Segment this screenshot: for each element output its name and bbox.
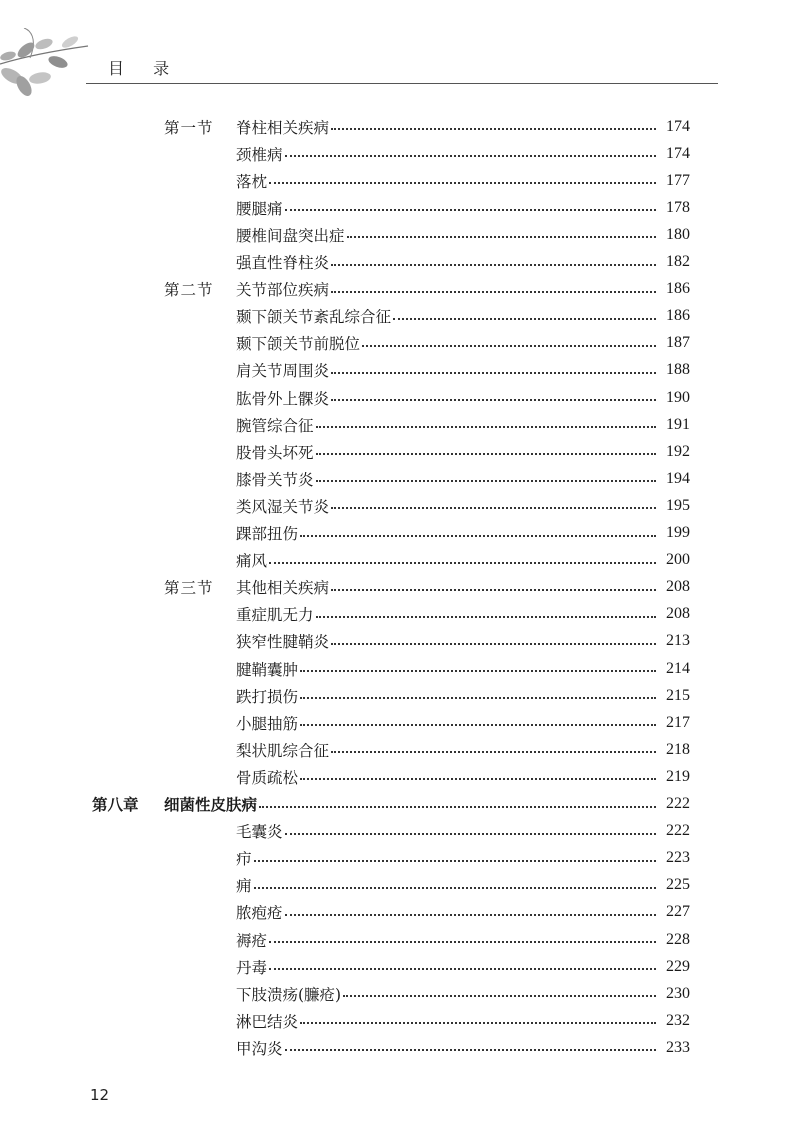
toc-item-row[interactable] xyxy=(236,872,690,899)
toc-page-number: 174 xyxy=(666,144,690,162)
toc-entry-title: 细菌性皮肤病 xyxy=(164,795,258,814)
toc-entry-title: 膝骨关节炎 xyxy=(236,470,314,489)
toc-entry-title: 强直性脊柱炎 xyxy=(236,254,330,272)
dot-leader xyxy=(316,479,656,482)
toc-entry-title: 褥疮 xyxy=(236,931,268,950)
header-title: 目 录 xyxy=(108,59,182,78)
dot-leader xyxy=(259,805,656,808)
toc-entry-title: 重症肌无力 xyxy=(236,606,314,625)
dot-leader xyxy=(269,181,656,184)
toc-entry-title: 毛囊炎 xyxy=(236,823,283,842)
toc-page-number: 217 xyxy=(666,713,690,731)
toc-item-row[interactable] xyxy=(236,249,690,276)
toc-item-row[interactable] xyxy=(236,601,690,628)
toc-entry-title: 颈椎病 xyxy=(236,145,283,164)
toc-page-number: 215 xyxy=(666,686,690,704)
toc-entry-title: 丹毒 xyxy=(236,958,268,977)
dot-leader xyxy=(285,208,656,211)
toc-entry-title: 腰腿痛 xyxy=(236,199,283,218)
toc-item-row[interactable] xyxy=(236,384,690,411)
toc-page-number: 186 xyxy=(666,280,690,298)
toc-item-row[interactable] xyxy=(236,682,690,709)
toc-entry-title: 落枕 xyxy=(236,172,268,191)
toc-item-row[interactable] xyxy=(236,520,690,547)
toc-entry-title: 骨质疏松 xyxy=(236,768,299,787)
toc-page-number: 178 xyxy=(666,198,690,216)
toc-page-number: 188 xyxy=(666,361,690,379)
toc-entry-title: 踝部扭伤 xyxy=(236,525,299,543)
dot-leader xyxy=(300,1021,656,1024)
toc-item-row[interactable] xyxy=(236,818,690,845)
toc-entry-title: 其他相关疾病 xyxy=(236,579,330,598)
toc-entry-title: 梨状肌综合征 xyxy=(236,741,330,760)
toc-page-number: 214 xyxy=(666,659,690,677)
toc-item-row[interactable] xyxy=(236,411,690,438)
toc-entry-title: 小腿抽筋 xyxy=(236,714,299,733)
dot-leader xyxy=(254,859,656,862)
toc-item-row[interactable] xyxy=(236,655,690,682)
dot-leader xyxy=(316,425,656,428)
toc-section-number: 第三节 xyxy=(164,579,214,598)
toc-page-number: 223 xyxy=(666,849,690,867)
dot-leader xyxy=(316,615,656,618)
dot-leader xyxy=(331,750,656,753)
toc-page-number: 177 xyxy=(666,171,690,189)
dot-leader xyxy=(331,398,656,401)
toc-page-number: 192 xyxy=(666,442,690,460)
toc-page-number: 190 xyxy=(666,388,690,406)
toc-item-row[interactable] xyxy=(236,763,690,790)
dot-leader xyxy=(300,723,656,726)
dot-leader xyxy=(331,506,656,509)
toc-entry-title: 脓疱疮 xyxy=(236,904,283,923)
dot-leader xyxy=(285,913,656,916)
toc-page-number: 182 xyxy=(666,253,690,270)
toc-page-number: 228 xyxy=(666,930,690,948)
dot-leader xyxy=(331,263,656,266)
toc-entry-title: 痈 xyxy=(236,877,252,896)
toc-item-row[interactable] xyxy=(236,221,690,248)
toc-entry-title: 疖 xyxy=(236,850,252,869)
dot-leader xyxy=(331,290,656,293)
toc-item-row[interactable] xyxy=(236,492,690,519)
toc-entry-title: 腱鞘囊肿 xyxy=(236,660,299,679)
dot-leader xyxy=(393,317,656,320)
dot-leader xyxy=(254,886,656,889)
toc-page-number: 180 xyxy=(666,225,690,243)
dot-leader xyxy=(300,534,656,537)
toc-entry-title: 跌打损伤 xyxy=(236,687,299,706)
toc-item-row[interactable] xyxy=(236,1007,690,1034)
toc-page-number: 229 xyxy=(666,957,690,975)
dot-leader xyxy=(316,452,656,455)
toc-page-number: 233 xyxy=(666,1038,690,1056)
toc-page-number: 219 xyxy=(666,767,690,785)
dot-leader xyxy=(285,1048,656,1051)
toc-page-number: 232 xyxy=(666,1011,690,1029)
toc-item-row[interactable] xyxy=(236,140,690,167)
toc-page-number: 208 xyxy=(666,605,690,623)
toc-item-row[interactable] xyxy=(236,845,690,872)
toc-entry-title: 狭窄性腱鞘炎 xyxy=(236,633,330,652)
toc-entry-title: 类风湿关节炎 xyxy=(236,497,330,516)
dot-leader xyxy=(269,940,656,943)
toc-page-number: 208 xyxy=(666,578,690,596)
dot-leader xyxy=(285,154,656,157)
toc-section-row[interactable] xyxy=(164,113,690,140)
toc-page-number: 213 xyxy=(666,632,690,650)
header-divider xyxy=(86,83,718,84)
toc-page-number: 200 xyxy=(666,551,690,569)
toc-page-number: 222 xyxy=(666,822,690,840)
toc-page-number: 191 xyxy=(666,415,690,433)
dot-leader xyxy=(285,832,656,835)
toc-page-number: 194 xyxy=(666,469,690,487)
toc-entry-title: 关节部位疾病 xyxy=(236,281,330,300)
leaf-branch-icon xyxy=(0,28,90,100)
toc-item-row[interactable] xyxy=(236,465,690,492)
toc-page-number: 174 xyxy=(666,117,690,135)
toc-section-number: 第一节 xyxy=(164,118,214,137)
toc-item-row[interactable] xyxy=(236,980,690,1007)
page-header xyxy=(0,0,800,100)
toc-entry-title: 痛风 xyxy=(236,552,268,571)
toc-item-row[interactable] xyxy=(236,709,690,736)
dot-leader xyxy=(331,371,656,374)
toc-entry-title: 颞下颌关节前脱位 xyxy=(236,335,361,354)
toc-section-number: 第二节 xyxy=(164,281,214,300)
toc-item-row[interactable] xyxy=(236,899,690,926)
dot-leader xyxy=(300,777,656,780)
toc-page-number: 199 xyxy=(666,524,690,541)
toc-item-row[interactable] xyxy=(236,357,690,384)
dot-leader xyxy=(269,967,656,970)
toc-page-number: 218 xyxy=(666,740,690,758)
toc-page-number: 230 xyxy=(666,984,690,1002)
dot-leader xyxy=(300,669,656,672)
toc-entry-title: 下肢溃疡(臁疮) xyxy=(236,985,342,1004)
toc-item-row[interactable] xyxy=(236,303,690,330)
toc-page-number: 195 xyxy=(666,496,690,514)
toc-item-row[interactable] xyxy=(236,926,690,953)
toc-item-row[interactable] xyxy=(236,194,690,221)
toc-item-row[interactable] xyxy=(236,330,690,357)
toc-item-row[interactable] xyxy=(236,953,690,980)
toc-page-number: 227 xyxy=(666,903,690,921)
toc-entry-title: 腕管综合征 xyxy=(236,416,314,435)
toc-entry-title: 肱骨外上髁炎 xyxy=(236,389,330,408)
dot-leader xyxy=(347,235,656,238)
toc-section-row[interactable] xyxy=(164,276,690,303)
dot-leader xyxy=(343,994,656,997)
toc-entry-title: 淋巴结炎 xyxy=(236,1012,299,1031)
toc-item-row[interactable] xyxy=(236,167,690,194)
page-number: 12 xyxy=(90,1086,110,1104)
toc-page-number: 187 xyxy=(666,334,690,352)
toc-item-row[interactable] xyxy=(236,438,690,465)
toc-page-number: 186 xyxy=(666,307,690,325)
dot-leader xyxy=(331,588,656,591)
toc-entry-title: 颞下颌关节紊乱综合征 xyxy=(236,308,392,327)
toc-page-number: 225 xyxy=(666,876,690,894)
toc-entry-title: 股骨头坏死 xyxy=(236,443,314,462)
toc-entry-title: 腰椎间盘突出症 xyxy=(236,226,345,245)
dot-leader xyxy=(362,344,656,347)
dot-leader xyxy=(331,642,656,645)
dot-leader xyxy=(300,696,656,699)
toc-item-row[interactable] xyxy=(236,736,690,763)
toc-item-row[interactable] xyxy=(236,628,690,655)
toc-item-row[interactable] xyxy=(236,1034,690,1061)
dot-leader xyxy=(331,127,656,130)
toc-chapter-number: 第八章 xyxy=(92,795,139,814)
toc-chapter-row[interactable] xyxy=(92,791,690,818)
toc-page-number: 222 xyxy=(666,795,690,812)
dot-leader xyxy=(269,561,656,564)
toc-item-row[interactable] xyxy=(236,547,690,574)
toc-entry-title: 甲沟炎 xyxy=(236,1039,283,1058)
toc-entry-title: 肩关节周围炎 xyxy=(236,362,330,381)
toc-entry-title: 脊柱相关疾病 xyxy=(236,118,330,137)
toc-section-row[interactable] xyxy=(164,574,690,601)
